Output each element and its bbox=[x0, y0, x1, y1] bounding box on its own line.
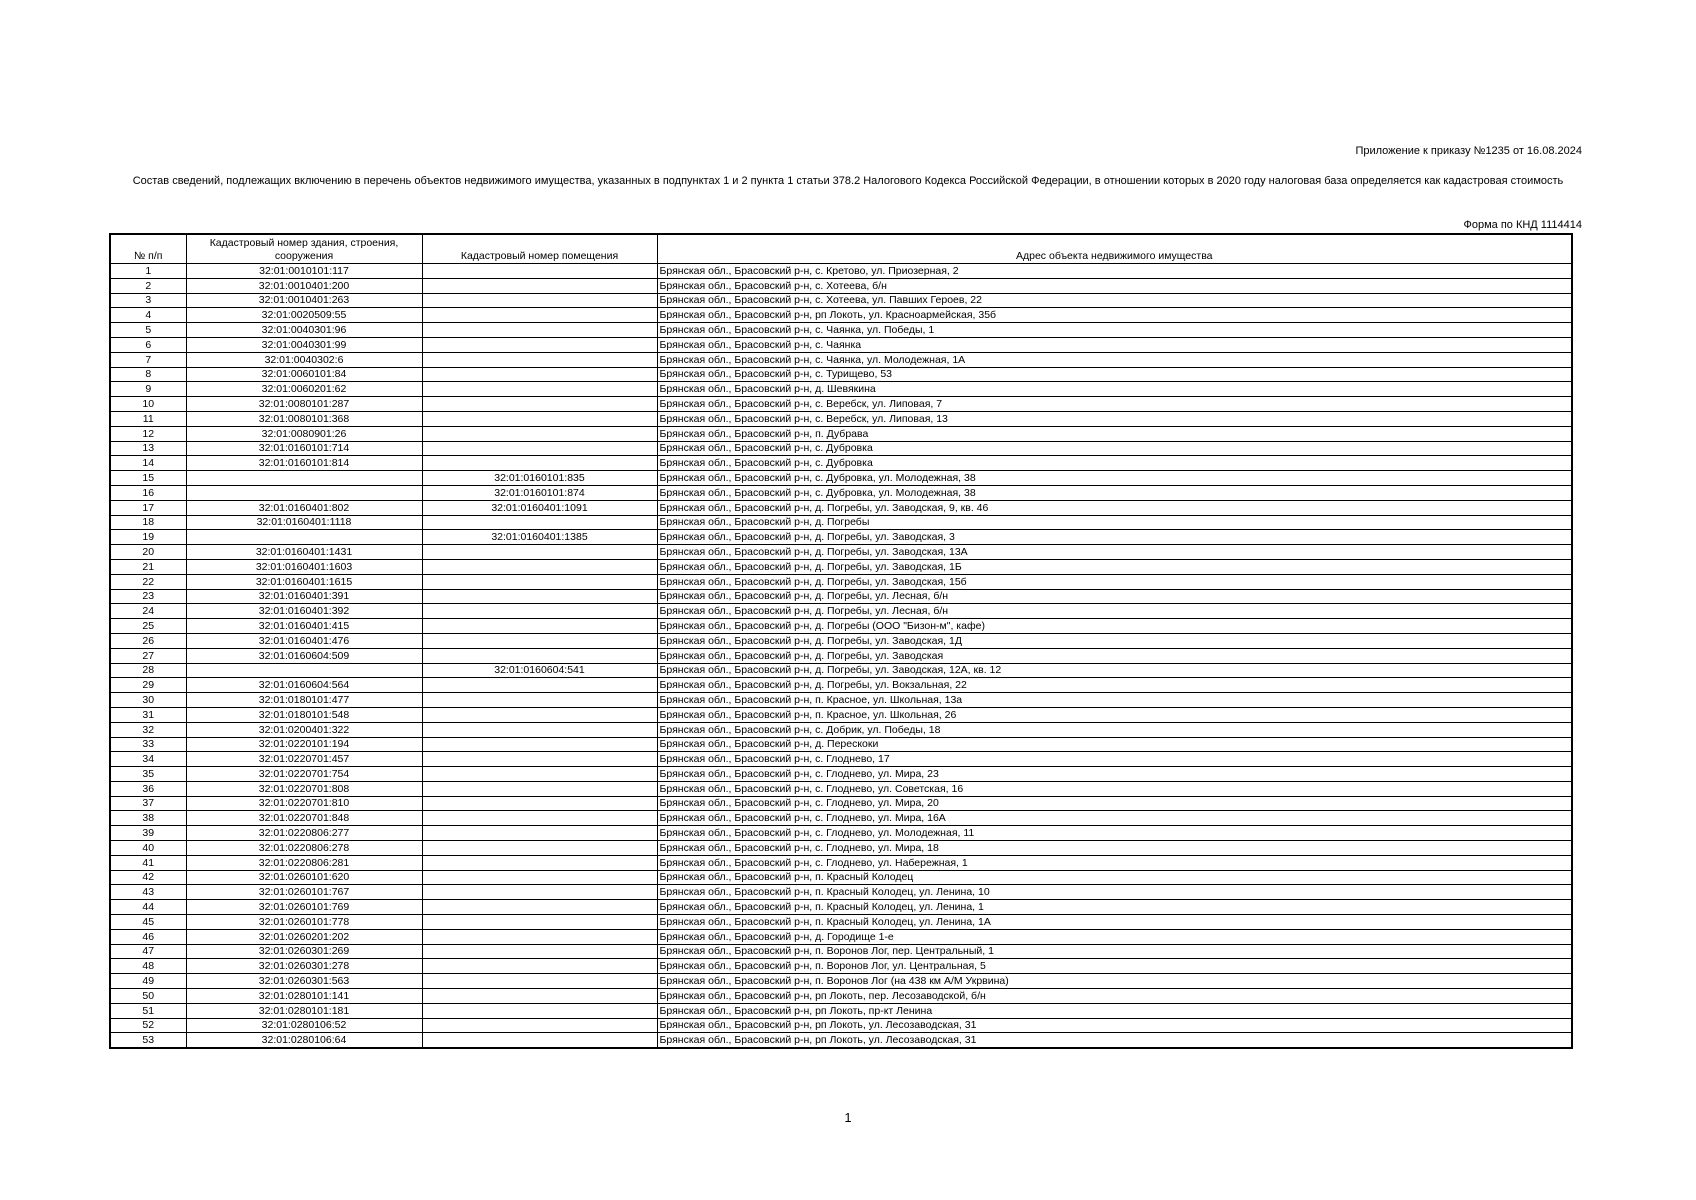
table-row bbox=[110, 885, 1572, 900]
cell-building-cadastral: 32:01:0040302:6 bbox=[186, 352, 422, 367]
table-row bbox=[110, 293, 1572, 308]
cell-building-cadastral: 32:01:0220101:194 bbox=[186, 737, 422, 752]
cell-room-cadastral bbox=[422, 989, 657, 1004]
table-row bbox=[110, 722, 1572, 737]
cell-building-cadastral: 32:01:0160604:509 bbox=[186, 648, 422, 663]
cell-number: 50 bbox=[110, 989, 186, 1004]
table-row bbox=[110, 870, 1572, 885]
table-body bbox=[110, 264, 1572, 1049]
cell-address: Брянская обл., Брасовский р-н, п. Красный Колодец, ул. Ленина, 1 bbox=[657, 900, 1572, 915]
cell-room-cadastral bbox=[422, 337, 657, 352]
cell-address: Брянская обл., Брасовский р-н, с. Добрик, ул. Победы, 18 bbox=[657, 722, 1572, 737]
column-header-address: Адрес объекта недвижимого имущества bbox=[657, 234, 1572, 264]
cell-number: 31 bbox=[110, 707, 186, 722]
table-row bbox=[110, 1003, 1572, 1018]
table-row bbox=[110, 841, 1572, 856]
cell-room-cadastral bbox=[422, 767, 657, 782]
cell-address: Брянская обл., Брасовский р-н, с. Чаянка, ул. Победы, 1 bbox=[657, 323, 1572, 338]
cell-number: 45 bbox=[110, 915, 186, 930]
cell-building-cadastral: 32:01:0280101:181 bbox=[186, 1003, 422, 1018]
cell-number: 27 bbox=[110, 648, 186, 663]
cell-address: Брянская обл., Брасовский р-н, с. Веребск, ул. Липовая, 13 bbox=[657, 411, 1572, 426]
cell-address: Брянская обл., Брасовский р-н, с. Хотеева, б/н bbox=[657, 278, 1572, 293]
cell-number: 51 bbox=[110, 1003, 186, 1018]
cell-address: Брянская обл., Брасовский р-н, п. Красный Колодец, ул. Ленина, 1А bbox=[657, 915, 1572, 930]
cell-address: Брянская обл., Брасовский р-н, п. Воронов Лог, ул. Центральная, 5 bbox=[657, 959, 1572, 974]
table-row bbox=[110, 767, 1572, 782]
cell-number: 5 bbox=[110, 323, 186, 338]
cell-room-cadastral bbox=[422, 974, 657, 989]
cell-number: 20 bbox=[110, 545, 186, 560]
cell-address: Брянская обл., Брасовский р-н, д. Погребы bbox=[657, 515, 1572, 530]
cell-building-cadastral: 32:01:0060201:62 bbox=[186, 382, 422, 397]
cell-number: 52 bbox=[110, 1018, 186, 1033]
cell-building-cadastral bbox=[186, 530, 422, 545]
cell-number: 24 bbox=[110, 604, 186, 619]
cell-room-cadastral bbox=[422, 752, 657, 767]
document-title: Состав сведений, подлежащих включению в перечень объектов недвижимого имущества, указанных в подпунктах 1 и 2 пункта 1 статьи 378.2 Налогового Кодекса Российской Федерации, в отношении которых в 2020 году налоговая база определяется как кадастровая стоимость bbox=[132, 175, 1564, 187]
cell-address: Брянская обл., Брасовский р-н, п. Красное, ул. Школьная, 26 bbox=[657, 707, 1572, 722]
cell-address: Брянская обл., Брасовский р-н, п. Дубрава bbox=[657, 426, 1572, 441]
cell-number: 7 bbox=[110, 352, 186, 367]
cell-building-cadastral: 32:01:0220701:808 bbox=[186, 781, 422, 796]
cell-number: 47 bbox=[110, 944, 186, 959]
cell-room-cadastral bbox=[422, 545, 657, 560]
cell-building-cadastral: 32:01:0160401:476 bbox=[186, 633, 422, 648]
cell-room-cadastral bbox=[422, 826, 657, 841]
table-row bbox=[110, 411, 1572, 426]
cell-room-cadastral bbox=[422, 589, 657, 604]
table-row bbox=[110, 382, 1572, 397]
cell-room-cadastral bbox=[422, 264, 657, 279]
cell-address: Брянская обл., Брасовский р-н, д. Погребы, ул. Заводская, 1Д bbox=[657, 633, 1572, 648]
cell-number: 6 bbox=[110, 337, 186, 352]
cell-number: 41 bbox=[110, 855, 186, 870]
table-row bbox=[110, 559, 1572, 574]
cell-room-cadastral bbox=[422, 737, 657, 752]
cell-number: 44 bbox=[110, 900, 186, 915]
table-row bbox=[110, 426, 1572, 441]
cell-building-cadastral: 32:01:0160101:814 bbox=[186, 456, 422, 471]
table-row bbox=[110, 352, 1572, 367]
cell-address: Брянская обл., Брасовский р-н, с. Глоднево, ул. Мира, 23 bbox=[657, 767, 1572, 782]
cell-number: 22 bbox=[110, 574, 186, 589]
table-header-row bbox=[110, 234, 1572, 264]
table-row bbox=[110, 337, 1572, 352]
column-header-number: № п/п bbox=[110, 234, 186, 264]
cell-address: Брянская обл., Брасовский р-н, д. Погребы, ул. Заводская, 9, кв. 46 bbox=[657, 500, 1572, 515]
cell-room-cadastral bbox=[422, 559, 657, 574]
cell-number: 25 bbox=[110, 619, 186, 634]
table-row bbox=[110, 633, 1572, 648]
cell-room-cadastral bbox=[422, 426, 657, 441]
cell-room-cadastral: 32:01:0160401:1091 bbox=[422, 500, 657, 515]
cell-room-cadastral bbox=[422, 707, 657, 722]
cell-number: 13 bbox=[110, 441, 186, 456]
cell-building-cadastral: 32:01:0260101:769 bbox=[186, 900, 422, 915]
cell-building-cadastral: 32:01:0220701:457 bbox=[186, 752, 422, 767]
cell-address: Брянская обл., Брасовский р-н, рп Локоть, ул. Красноармейская, 35б bbox=[657, 308, 1572, 323]
cell-building-cadastral: 32:01:0040301:99 bbox=[186, 337, 422, 352]
cell-address: Брянская обл., Брасовский р-н, с. Чаянка bbox=[657, 337, 1572, 352]
cell-room-cadastral bbox=[422, 693, 657, 708]
cell-number: 10 bbox=[110, 397, 186, 412]
table-row bbox=[110, 826, 1572, 841]
cell-room-cadastral bbox=[422, 796, 657, 811]
cell-address: Брянская обл., Брасовский р-н, с. Дубровка bbox=[657, 441, 1572, 456]
cell-room-cadastral bbox=[422, 397, 657, 412]
cell-number: 30 bbox=[110, 693, 186, 708]
cell-building-cadastral: 32:01:0060101:84 bbox=[186, 367, 422, 382]
table-row bbox=[110, 264, 1572, 279]
cell-building-cadastral: 32:01:0160401:1431 bbox=[186, 545, 422, 560]
cell-number: 4 bbox=[110, 308, 186, 323]
cell-number: 53 bbox=[110, 1033, 186, 1048]
cell-address: Брянская обл., Брасовский р-н, с. Глоднево, ул. Советская, 16 bbox=[657, 781, 1572, 796]
cell-building-cadastral: 32:01:0220806:277 bbox=[186, 826, 422, 841]
cell-address: Брянская обл., Брасовский р-н, с. Чаянка, ул. Молодежная, 1А bbox=[657, 352, 1572, 367]
cell-building-cadastral: 32:01:0220701:810 bbox=[186, 796, 422, 811]
cell-number: 39 bbox=[110, 826, 186, 841]
cell-room-cadastral bbox=[422, 367, 657, 382]
cell-address: Брянская обл., Брасовский р-н, с. Дубровка, ул. Молодежная, 38 bbox=[657, 485, 1572, 500]
table-row bbox=[110, 589, 1572, 604]
cell-room-cadastral bbox=[422, 781, 657, 796]
cell-room-cadastral bbox=[422, 944, 657, 959]
cell-address: Брянская обл., Брасовский р-н, с. Дубровка, ул. Молодежная, 38 bbox=[657, 471, 1572, 486]
cell-building-cadastral: 32:01:0180101:477 bbox=[186, 693, 422, 708]
cell-room-cadastral bbox=[422, 382, 657, 397]
cell-room-cadastral bbox=[422, 411, 657, 426]
table-row bbox=[110, 530, 1572, 545]
cell-room-cadastral bbox=[422, 678, 657, 693]
cell-building-cadastral: 32:01:0260201:202 bbox=[186, 929, 422, 944]
cell-address: Брянская обл., Брасовский р-н, д. Погребы, ул. Вокзальная, 22 bbox=[657, 678, 1572, 693]
cell-number: 15 bbox=[110, 471, 186, 486]
cell-address: Брянская обл., Брасовский р-н, д. Городище 1-е bbox=[657, 929, 1572, 944]
table-row bbox=[110, 500, 1572, 515]
cell-number: 16 bbox=[110, 485, 186, 500]
cell-building-cadastral: 32:01:0160401:1603 bbox=[186, 559, 422, 574]
table-row bbox=[110, 604, 1572, 619]
cell-number: 2 bbox=[110, 278, 186, 293]
table-row bbox=[110, 456, 1572, 471]
cell-building-cadastral: 32:01:0010101:117 bbox=[186, 264, 422, 279]
form-code: Форма по КНД 1114414 bbox=[1463, 219, 1582, 231]
cell-number: 18 bbox=[110, 515, 186, 530]
table-row bbox=[110, 811, 1572, 826]
cell-room-cadastral bbox=[422, 1003, 657, 1018]
cell-number: 42 bbox=[110, 870, 186, 885]
cell-room-cadastral bbox=[422, 619, 657, 634]
cell-building-cadastral: 32:01:0260301:278 bbox=[186, 959, 422, 974]
cell-address: Брянская обл., Брасовский р-н, с. Глоднево, ул. Набережная, 1 bbox=[657, 855, 1572, 870]
cell-building-cadastral: 32:01:0280106:64 bbox=[186, 1033, 422, 1048]
column-header-building-cadastral: Кадастровый номер здания, строения, сооружения bbox=[186, 234, 422, 264]
cell-building-cadastral: 32:01:0280106:52 bbox=[186, 1018, 422, 1033]
cell-address: Брянская обл., Брасовский р-н, д. Погребы, ул. Лесная, б/н bbox=[657, 604, 1572, 619]
cell-room-cadastral bbox=[422, 915, 657, 930]
cell-room-cadastral bbox=[422, 352, 657, 367]
cell-building-cadastral: 32:01:0260101:767 bbox=[186, 885, 422, 900]
cell-address: Брянская обл., Брасовский р-н, с. Глоднево, ул. Мира, 16А bbox=[657, 811, 1572, 826]
cell-room-cadastral bbox=[422, 278, 657, 293]
cell-room-cadastral bbox=[422, 1018, 657, 1033]
cell-address: Брянская обл., Брасовский р-н, с. Дубровка bbox=[657, 456, 1572, 471]
cell-building-cadastral: 32:01:0010401:200 bbox=[186, 278, 422, 293]
cell-building-cadastral bbox=[186, 485, 422, 500]
cell-number: 49 bbox=[110, 974, 186, 989]
table-row bbox=[110, 367, 1572, 382]
page-number: 1 bbox=[844, 1110, 852, 1125]
cell-building-cadastral: 32:01:0200401:322 bbox=[186, 722, 422, 737]
table-row bbox=[110, 959, 1572, 974]
cell-room-cadastral bbox=[422, 633, 657, 648]
table-row bbox=[110, 752, 1572, 767]
cell-room-cadastral bbox=[422, 855, 657, 870]
cell-building-cadastral: 32:01:0080101:287 bbox=[186, 397, 422, 412]
table-row bbox=[110, 515, 1572, 530]
cell-number: 46 bbox=[110, 929, 186, 944]
table-row bbox=[110, 707, 1572, 722]
cell-room-cadastral bbox=[422, 885, 657, 900]
cell-address: Брянская обл., Брасовский р-н, д. Погребы, ул. Заводская, 3 bbox=[657, 530, 1572, 545]
cell-room-cadastral bbox=[422, 900, 657, 915]
cell-building-cadastral: 32:01:0040301:96 bbox=[186, 323, 422, 338]
cell-address: Брянская обл., Брасовский р-н, д. Перескоки bbox=[657, 737, 1572, 752]
cell-number: 8 bbox=[110, 367, 186, 382]
cell-number: 36 bbox=[110, 781, 186, 796]
cell-room-cadastral: 32:01:0160101:874 bbox=[422, 485, 657, 500]
cell-address: Брянская обл., Брасовский р-н, д. Погребы, ул. Заводская, 15б bbox=[657, 574, 1572, 589]
cell-address: Брянская обл., Брасовский р-н, д. Шевякина bbox=[657, 382, 1572, 397]
cell-address: Брянская обл., Брасовский р-н, рп Локоть, ул. Лесозаводская, 31 bbox=[657, 1018, 1572, 1033]
table-row bbox=[110, 648, 1572, 663]
table-row bbox=[110, 929, 1572, 944]
cell-address: Брянская обл., Брасовский р-н, рп Локоть, пер. Лесозаводской, б/н bbox=[657, 989, 1572, 1004]
cell-address: Брянская обл., Брасовский р-н, с. Глоднево, 17 bbox=[657, 752, 1572, 767]
cell-room-cadastral bbox=[422, 722, 657, 737]
table-row bbox=[110, 678, 1572, 693]
column-header-room-cadastral: Кадастровый номер помещения bbox=[422, 234, 657, 264]
cell-number: 23 bbox=[110, 589, 186, 604]
cell-building-cadastral: 32:01:0260101:778 bbox=[186, 915, 422, 930]
cell-building-cadastral: 32:01:0220806:278 bbox=[186, 841, 422, 856]
table-row bbox=[110, 663, 1572, 678]
cell-building-cadastral: 32:01:0160604:564 bbox=[186, 678, 422, 693]
cell-room-cadastral: 32:01:0160401:1385 bbox=[422, 530, 657, 545]
cell-building-cadastral: 32:01:0220701:848 bbox=[186, 811, 422, 826]
cell-number: 40 bbox=[110, 841, 186, 856]
cell-number: 38 bbox=[110, 811, 186, 826]
cell-address: Брянская обл., Брасовский р-н, д. Погребы, ул. Лесная, б/н bbox=[657, 589, 1572, 604]
table-row bbox=[110, 781, 1572, 796]
cell-building-cadastral: 32:01:0260301:563 bbox=[186, 974, 422, 989]
cell-room-cadastral bbox=[422, 456, 657, 471]
cell-number: 3 bbox=[110, 293, 186, 308]
cell-address: Брянская обл., Брасовский р-н, с. Глоднево, ул. Мира, 20 bbox=[657, 796, 1572, 811]
cell-room-cadastral bbox=[422, 293, 657, 308]
table-row bbox=[110, 915, 1572, 930]
cell-room-cadastral bbox=[422, 604, 657, 619]
cell-address: Брянская обл., Брасовский р-н, с. Глоднево, ул. Молодежная, 11 bbox=[657, 826, 1572, 841]
cell-number: 37 bbox=[110, 796, 186, 811]
table-row bbox=[110, 944, 1572, 959]
cell-building-cadastral: 32:01:0220806:281 bbox=[186, 855, 422, 870]
cell-building-cadastral: 32:01:0280101:141 bbox=[186, 989, 422, 1004]
cell-number: 9 bbox=[110, 382, 186, 397]
cell-building-cadastral: 32:01:0160101:714 bbox=[186, 441, 422, 456]
cell-number: 11 bbox=[110, 411, 186, 426]
cell-room-cadastral: 32:01:0160604:541 bbox=[422, 663, 657, 678]
cell-building-cadastral: 32:01:0260101:620 bbox=[186, 870, 422, 885]
cell-building-cadastral: 32:01:0160401:1118 bbox=[186, 515, 422, 530]
cell-number: 28 bbox=[110, 663, 186, 678]
cell-building-cadastral: 32:01:0260301:269 bbox=[186, 944, 422, 959]
cell-room-cadastral bbox=[422, 841, 657, 856]
cell-address: Брянская обл., Брасовский р-н, д. Погребы, ул. Заводская, 12А, кв. 12 bbox=[657, 663, 1572, 678]
cell-number: 32 bbox=[110, 722, 186, 737]
cell-address: Брянская обл., Брасовский р-н, с. Кретово, ул. Приозерная, 2 bbox=[657, 264, 1572, 279]
cell-building-cadastral: 32:01:0080901:26 bbox=[186, 426, 422, 441]
cell-address: Брянская обл., Брасовский р-н, п. Воронов Лог, пер. Центральный, 1 bbox=[657, 944, 1572, 959]
table-row bbox=[110, 1033, 1572, 1048]
cell-room-cadastral bbox=[422, 574, 657, 589]
table-row bbox=[110, 1018, 1572, 1033]
table-row bbox=[110, 574, 1572, 589]
cell-room-cadastral bbox=[422, 959, 657, 974]
cell-number: 12 bbox=[110, 426, 186, 441]
table-row bbox=[110, 308, 1572, 323]
cell-room-cadastral bbox=[422, 1033, 657, 1048]
cell-building-cadastral: 32:01:0020509:55 bbox=[186, 308, 422, 323]
cell-number: 1 bbox=[110, 264, 186, 279]
cell-number: 33 bbox=[110, 737, 186, 752]
cell-building-cadastral: 32:01:0160401:415 bbox=[186, 619, 422, 634]
cell-number: 14 bbox=[110, 456, 186, 471]
cell-address: Брянская обл., Брасовский р-н, д. Погребы, ул. Заводская, 1Б bbox=[657, 559, 1572, 574]
cell-room-cadastral bbox=[422, 515, 657, 530]
cell-building-cadastral bbox=[186, 471, 422, 486]
cell-address: Брянская обл., Брасовский р-н, п. Красный Колодец bbox=[657, 870, 1572, 885]
table-row bbox=[110, 471, 1572, 486]
cell-address: Брянская обл., Брасовский р-н, с. Веребск, ул. Липовая, 7 bbox=[657, 397, 1572, 412]
cell-number: 19 bbox=[110, 530, 186, 545]
cell-address: Брянская обл., Брасовский р-н, д. Погребы (ООО "Бизон-м", кафе) bbox=[657, 619, 1572, 634]
cell-number: 48 bbox=[110, 959, 186, 974]
cell-building-cadastral: 32:01:0160401:392 bbox=[186, 604, 422, 619]
cell-building-cadastral: 32:01:0220701:754 bbox=[186, 767, 422, 782]
cell-number: 21 bbox=[110, 559, 186, 574]
cell-number: 34 bbox=[110, 752, 186, 767]
table-row bbox=[110, 545, 1572, 560]
cell-room-cadastral: 32:01:0160101:835 bbox=[422, 471, 657, 486]
cell-building-cadastral bbox=[186, 663, 422, 678]
cell-address: Брянская обл., Брасовский р-н, д. Погребы, ул. Заводская, 13А bbox=[657, 545, 1572, 560]
cell-building-cadastral: 32:01:0160401:391 bbox=[186, 589, 422, 604]
cell-number: 26 bbox=[110, 633, 186, 648]
cell-building-cadastral: 32:01:0080101:368 bbox=[186, 411, 422, 426]
cell-room-cadastral bbox=[422, 870, 657, 885]
table-row bbox=[110, 278, 1572, 293]
table-row bbox=[110, 693, 1572, 708]
cell-room-cadastral bbox=[422, 929, 657, 944]
cell-room-cadastral bbox=[422, 323, 657, 338]
table-row bbox=[110, 900, 1572, 915]
cell-room-cadastral bbox=[422, 811, 657, 826]
cell-address: Брянская обл., Брасовский р-н, рп Локоть, пр-кт Ленина bbox=[657, 1003, 1572, 1018]
cell-address: Брянская обл., Брасовский р-н, п. Красное, ул. Школьная, 13а bbox=[657, 693, 1572, 708]
cell-address: Брянская обл., Брасовский р-н, с. Хотеева, ул. Павших Героев, 22 bbox=[657, 293, 1572, 308]
cell-room-cadastral bbox=[422, 308, 657, 323]
cell-address: Брянская обл., Брасовский р-н, с. Глоднево, ул. Мира, 18 bbox=[657, 841, 1572, 856]
appendix-reference: Приложение к приказу №1235 от 16.08.2024 bbox=[1355, 145, 1582, 157]
cell-address: Брянская обл., Брасовский р-н, п. Красный Колодец, ул. Ленина, 10 bbox=[657, 885, 1572, 900]
cell-number: 43 bbox=[110, 885, 186, 900]
cell-address: Брянская обл., Брасовский р-н, с. Турищево, 53 bbox=[657, 367, 1572, 382]
table-row bbox=[110, 619, 1572, 634]
table-row bbox=[110, 796, 1572, 811]
cell-number: 35 bbox=[110, 767, 186, 782]
table-row bbox=[110, 855, 1572, 870]
table-row bbox=[110, 974, 1572, 989]
cell-building-cadastral: 32:01:0180101:548 bbox=[186, 707, 422, 722]
table-row bbox=[110, 397, 1572, 412]
cell-building-cadastral: 32:01:0010401:263 bbox=[186, 293, 422, 308]
property-registry-table bbox=[109, 233, 1573, 1049]
cell-room-cadastral bbox=[422, 648, 657, 663]
table-row bbox=[110, 441, 1572, 456]
cell-address: Брянская обл., Брасовский р-н, рп Локоть, ул. Лесозаводская, 31 bbox=[657, 1033, 1572, 1048]
cell-number: 29 bbox=[110, 678, 186, 693]
cell-number: 17 bbox=[110, 500, 186, 515]
cell-address: Брянская обл., Брасовский р-н, д. Погребы, ул. Заводская bbox=[657, 648, 1572, 663]
table-row bbox=[110, 989, 1572, 1004]
table-row bbox=[110, 737, 1572, 752]
cell-room-cadastral bbox=[422, 441, 657, 456]
table-row bbox=[110, 323, 1572, 338]
cell-building-cadastral: 32:01:0160401:1615 bbox=[186, 574, 422, 589]
cell-building-cadastral: 32:01:0160401:802 bbox=[186, 500, 422, 515]
table-row bbox=[110, 485, 1572, 500]
cell-address: Брянская обл., Брасовский р-н, п. Воронов Лог (на 438 км А/М Укрвина) bbox=[657, 974, 1572, 989]
